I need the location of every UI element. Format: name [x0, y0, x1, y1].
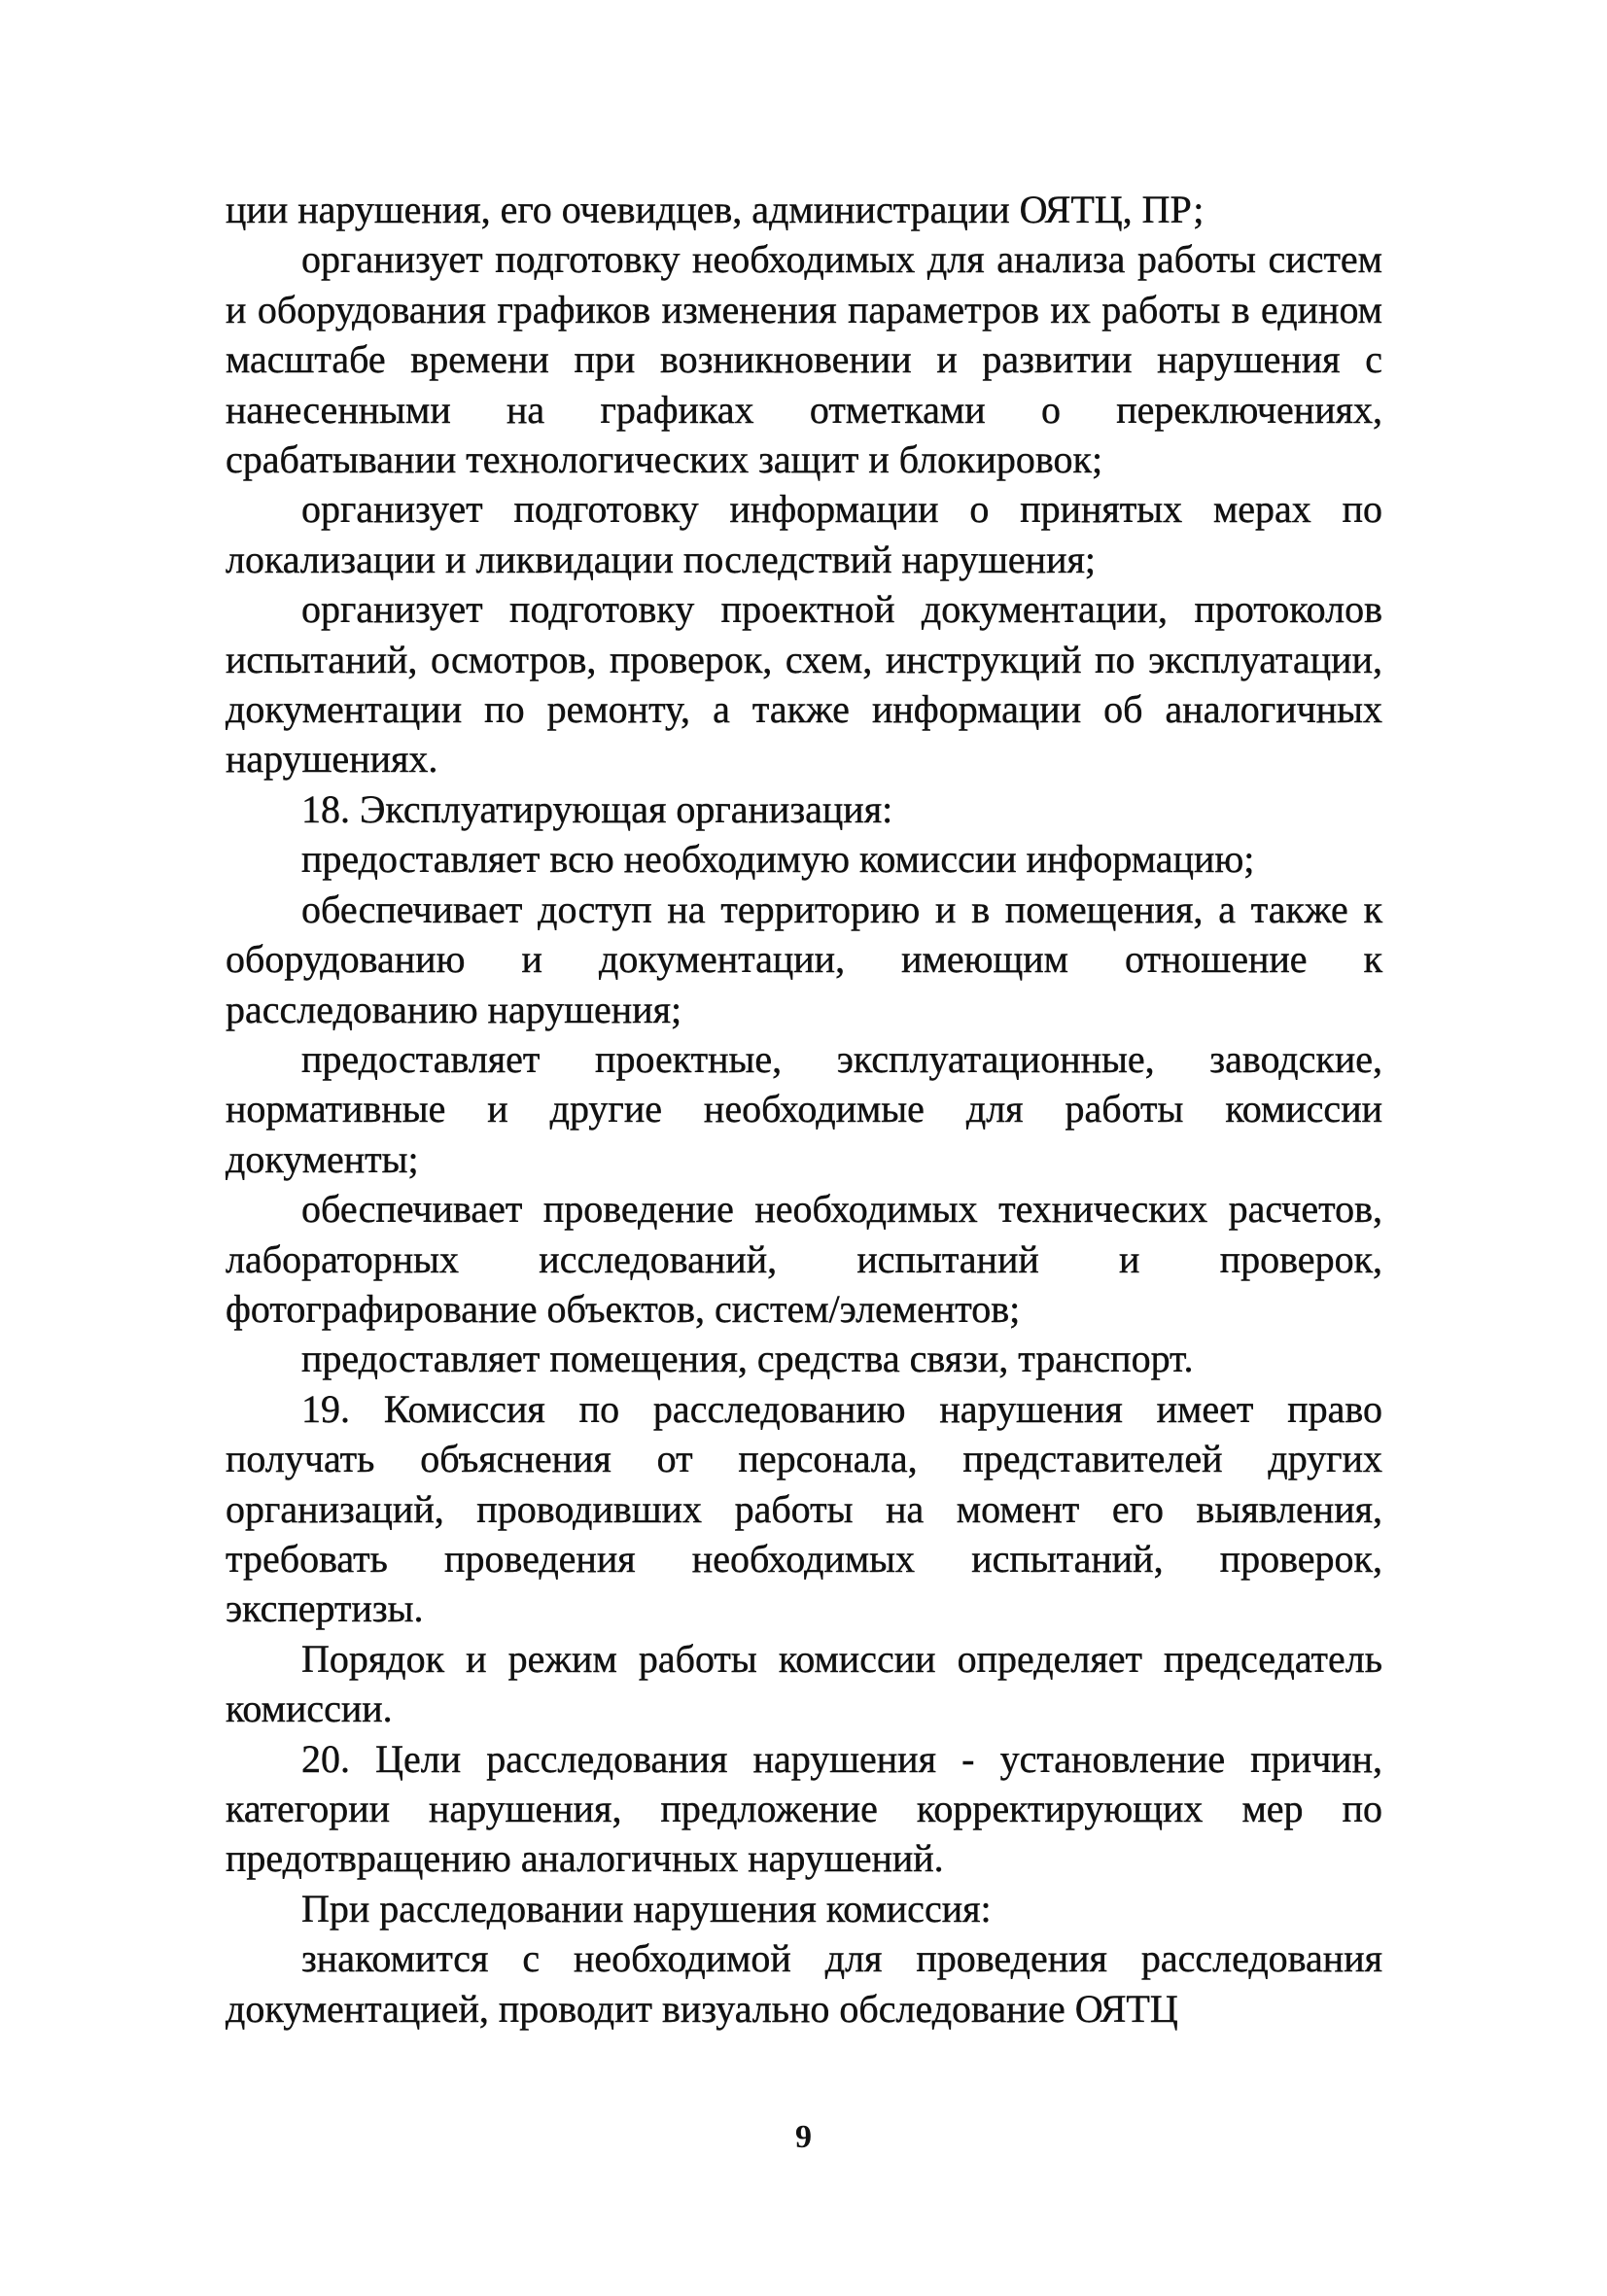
page-number: 9 [795, 2119, 812, 2155]
paragraph: обеспечивает проведение необходимых технических расчетов, лабораторных исследований, испытаний и проверок, фотографирование объектов, систем/элементов; [226, 1187, 1382, 1331]
paragraph: организует подготовку проектной документации, протоколов испытаний, осмотров, проверок, схем, инструкций по эксплуатации, документации по ремонту, а также информации об аналогичных нарушениях. [226, 587, 1382, 782]
section-19: 19. Комиссия по расследованию нарушения имеет право получать объяснения от персонала, представителей других организаций, проводивших работы на момент его выявления, требовать проведения необходимых испытаний, проверок, экспертизы. [226, 1386, 1382, 1631]
body-text [226, 185, 1382, 2034]
paragraph: ции нарушения, его очевидцев, администрации ОЯТЦ, ПР; [226, 188, 1205, 231]
paragraph: знакомится с необходимой для проведения расследования документацией, проводит визуально обследование ОЯТЦ [226, 1936, 1382, 2031]
paragraph: организует подготовку необходимых для анализа работы систем и оборудования графиков изменения параметров их работы в едином масштабе времени при возникновении и развитии нарушения с нанесенными на графиках отметками о переключениях, срабатывании технологических защит и блокировок; [226, 237, 1382, 482]
paragraph: организует подготовку информации о принятых мерах по локализации и ликвидации последствий нарушения; [226, 487, 1382, 581]
paragraph: предоставляет проектные, эксплуатационные, заводские, нормативные и другие необходимые для работы комиссии документы; [226, 1036, 1382, 1181]
section-heading-18: 18. Эксплуатирующая организация: [301, 786, 893, 831]
section-20: 20. Цели расследования нарушения - установление причин, категории нарушения, предложение корректирующих мер по предотвращению аналогичных нарушений. [226, 1736, 1382, 1881]
paragraph: предоставляет помещения, средства связи, транспорт. [301, 1337, 1194, 1381]
paragraph: обеспечивает доступ на территорию и в помещения, а также к оборудованию и документации, имеющим отношение к расследованию нарушения; [226, 887, 1382, 1031]
paragraph: При расследовании нарушения комиссия: [301, 1886, 992, 1931]
paragraph: предоставляет всю необходимую комиссии информацию; [301, 837, 1255, 882]
paragraph: Порядок и режим работы комиссии определяет председатель комиссии. [226, 1636, 1382, 1731]
